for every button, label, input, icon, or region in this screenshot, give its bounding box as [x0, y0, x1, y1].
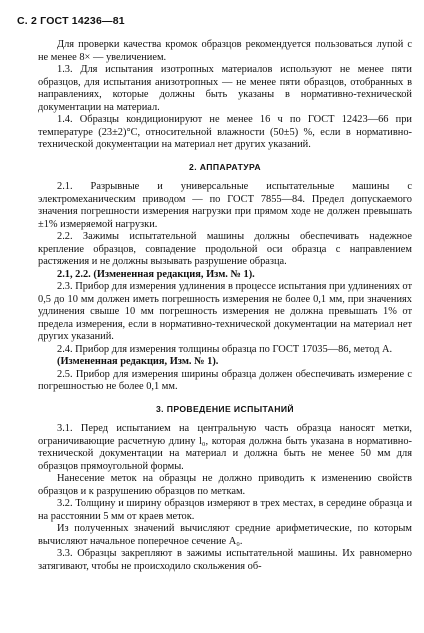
paragraph-3-3: 3.3. Образцы закрепляют в зажимы испытательной машины. Их равномерно затягивают, чтобы не происходило скольжения об-: [38, 548, 412, 572]
paragraph-3-1-marks: Нанесение меток на образцы не должно приводить к изменению свойств образцов и к разрушению образцов по меткам.: [38, 473, 412, 497]
page-header: С. 2 ГОСТ 14236—81: [17, 15, 125, 27]
paragraph-1-3: 1.3. Для испытания изотропных материалов используют не менее пяти образцов, для испытания анизотропных — не менее пяти образцов, отобранных в направлениях, которые должны быть указаны в нормативно-технической документации на материал.: [38, 64, 412, 113]
paragraph-2-1: 2.1. Разрывные и универсальные испытательные машины с электромеханическим приводом — по ГОСТ 7855—84. Предел допускаемого значения погрешности измерения нагрузки при прямом ходе не должен превышать ±1% измеряемой нагрузки.: [38, 181, 412, 230]
paragraph-3-2-average: Из полученных значений вычисляют средние арифметические, по которым вычисляют начальное поперечное сечение A₀.: [38, 523, 412, 547]
revision-note-2-1-2-2: 2.1, 2.2. (Измененная редакция, Изм. № 1).: [57, 268, 255, 280]
revision-note-2-4: (Измененная редакция, Изм. № 1).: [57, 356, 219, 367]
paragraph-1-4: 1.4. Образцы кондиционируют не менее 16 ч по ГОСТ 12423—66 при температуре (23±2)°С, относительной влажности (50±5) %, если в нормативно-технической документации на материал нет других указаний.: [38, 114, 412, 150]
paragraph-2-3: 2.3. Прибор для измерения удлинения в процессе испытания при удлинениях от 0,5 до 10 мм должен иметь погрешность измерения не более 0,1 мм, при значениях удлинения свыше 10 мм погрешность измерения не должна превышать 1% от предела измерения, если в нормативно-технической документации на материал нет других указаний.: [38, 281, 412, 342]
paragraph-2-4: 2.4. Прибор для измерения толщины образца по ГОСТ 17035—86, метод А.: [57, 343, 393, 355]
paragraph-2-5: 2.5. Прибор для измерения ширины образца должен обеспечивать измерение с погрешностью не более 0,1 мм.: [38, 368, 412, 392]
paragraph-3-1: 3.1. Перед испытанием на центральную часть образца наносят метки, ограничивающие расчетную длину l₀, которая должна быть указана в нормативно-технической документации на материал и должна быть не менее 50 мм для образцов прямоугольной формы.: [38, 423, 412, 472]
section-heading-apparatus: 2. АППАРАТУРА: [189, 161, 261, 172]
page-body: [38, 39, 412, 573]
paragraph-3-2: 3.2. Толщину и ширину образцов измеряют в трех местах, в середине образца и на расстоянии 5 мм от краев меток.: [38, 498, 412, 522]
paragraph-2-2: 2.2. Зажимы испытательной машины должны обеспечивать надежное крепление образцов, совпадение продольной оси образца с направлением растяжения и не должны вызывать разрушение образца.: [38, 231, 412, 267]
section-heading-testing: 3. ПРОВЕДЕНИЕ ИСПЫТАНИЙ: [156, 403, 294, 414]
paragraph-lens-recommendation: Для проверки качества кромок образцов рекомендуется пользоваться лупой с не менее 8× — увеличением.: [38, 39, 412, 63]
